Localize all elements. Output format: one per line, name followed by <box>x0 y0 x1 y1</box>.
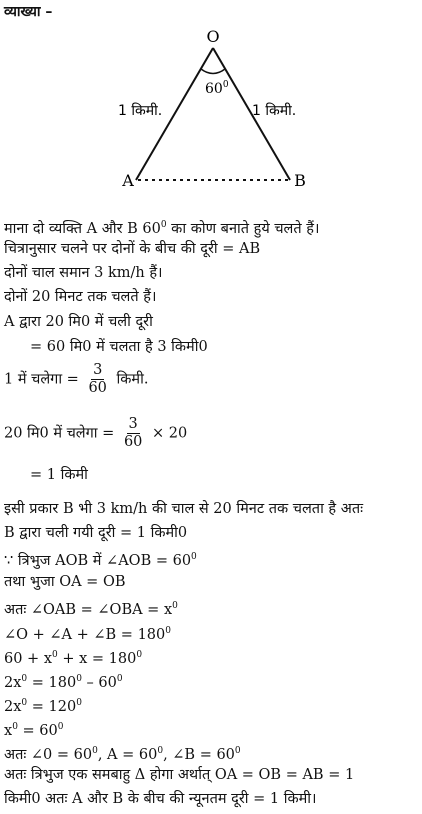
text-line-5: A द्वारा 20 मि0 में चली दूरी <box>4 314 153 330</box>
text-line-17: $2x^0 = 180^0 - 60^0$ <box>4 674 123 691</box>
fraction-line-1: 1 में चलेगा = $\frac{3}{60}$ किमी. <box>4 362 149 396</box>
fraction-3-over-60: $\frac{3}{60}$ <box>88 362 107 396</box>
text-line-13: तथा भुजा OA = OB <box>4 574 126 590</box>
text-line-18: $2x^0 = 120^0$ <box>4 698 82 715</box>
heading: व्याख्या – <box>4 4 53 20</box>
text-line-11: B द्वारा चली गयी दूरी = 1 किमी0 <box>4 525 188 541</box>
text-line-16: $60 + x^0 + x = 180^0$ <box>4 650 143 667</box>
text-line-9: = 1 किमी <box>30 467 88 483</box>
text-line-4: दोनों 20 मिनट तक चलते हैं। <box>4 289 157 305</box>
angle-arc <box>201 69 225 74</box>
fraction-line-2: 20 मि0 में चलेगा = $\frac{3}{60}$ × 20 <box>4 416 188 450</box>
text-line-6: = 60 मि0 में चलता है 3 किमी0 <box>30 339 208 355</box>
text-line-19: $x^0 = 60^0$ <box>4 722 64 739</box>
text-line-21: अतः त्रिभुज एक समबाहु Δ होगा अर्थात् OA = OB = AB = 1 <box>4 767 355 783</box>
angle-label: $60^0$ <box>205 80 229 97</box>
triangle-diagram <box>0 20 422 200</box>
text-line-3: दोनों चाल समान 3 km/h हैं। <box>4 265 163 281</box>
vertex-a-label: A <box>122 171 134 190</box>
side-ob-label: 1 किमी. <box>252 103 297 119</box>
vertex-o-label: O <box>206 27 220 46</box>
vertex-b-label: B <box>294 171 306 190</box>
fraction-3-over-60-b: $\frac{3}{60}$ <box>123 416 143 450</box>
text-line-12: ∵ त्रिभुज AOB में ∠AOB = $60^0$ <box>4 552 197 569</box>
side-oa-label: 1 किमी. <box>118 103 163 119</box>
text-line-20: अतः ∠0 = $60^0$, $A = 60^0$, ∠B = $60^0$ <box>4 746 241 763</box>
text-line-1: माना दो व्यक्ति A और B $60^0$ का कोण बनाते हुये चलते हैं। <box>4 220 320 237</box>
text-line-22: किमी0 अतः A और B के बीच की न्यूनतम दूरी = 1 किमी। <box>4 791 317 807</box>
text-line-10: इसी प्रकार B भी 3 km/h की चाल से 20 मिनट तक चलता है अतः <box>4 501 364 517</box>
text-line-14: अतः ∠OAB = ∠OBA = $x^0$ <box>4 601 178 618</box>
text-line-2: चित्रानुसार चलने पर दोनों के बीच की दूरी = AB <box>4 241 261 257</box>
text-line-15: ∠O + ∠A + ∠B = $180^0$ <box>4 626 171 643</box>
